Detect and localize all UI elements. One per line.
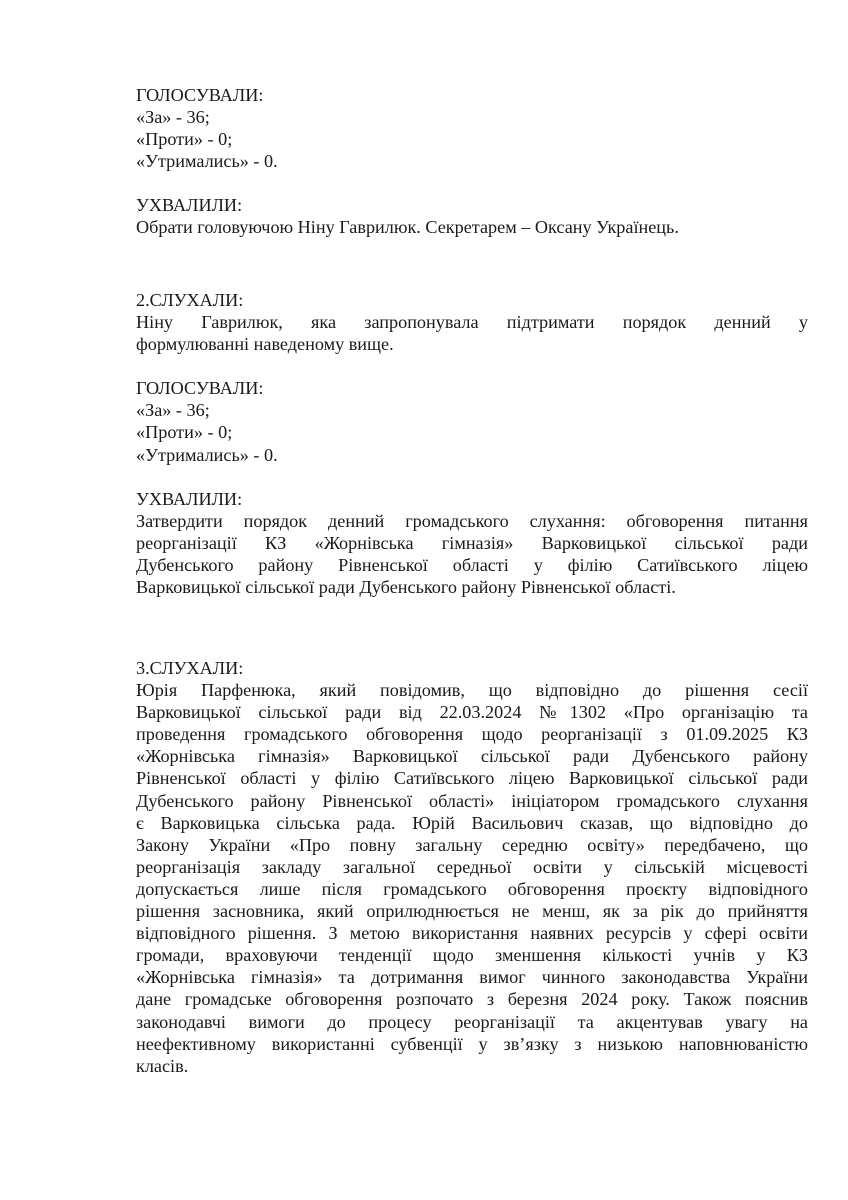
heard-line: формулюванні наведеному вище. [136,334,394,355]
heard-line: громади, враховуючи тенденції щодо зменшення кількості учнів у КЗ [136,945,808,966]
section-1 [136,84,808,239]
heard-line: «Жорнівська гімназія» Варковицької сільської ради Дубенського району [136,746,808,767]
heard-line: є Варковицька сільська рада. Юрій Васильович сказав, що відповідно до [136,812,808,833]
section-3 [136,657,808,1077]
heard-line: дане громадське обговорення розпочато з березня 2024 року. Також пояснив [136,989,808,1010]
vote-abstained: «Утримались» - 0. [136,444,278,465]
voting-heading: ГОЛОСУВАЛИ: [136,378,264,399]
heard-line: Ніну Гаврилюк, яка запропонувала підтримати порядок денний у [136,312,808,333]
resolved-line: реорганізації КЗ «Жорнівська гімназія» Варковицької сільської ради [136,532,808,553]
vote-for: «За» - 36; [136,400,210,421]
heard-line: Дубенського району Рівненської області» ініціатором громадського слухання [136,790,808,811]
resolved-line: Затвердити порядок денний громадського слухання: обговорення питання [136,510,808,531]
vote-against: «Проти» - 0; [136,422,233,443]
heard-line: реорганізація закладу загальної середньої освіти у сільській місцевості [136,856,808,877]
resolved-heading: УХВАЛИЛИ: [136,488,243,509]
resolved-line: Дубенського району Рівненської області у філію Сатиївського ліцею [136,554,808,575]
heard-line: Варковицької сільської ради від 22.03.2024 №1302 «Про організацію та [136,702,808,723]
resolved-text: Обрати головуючою Ніну Гаврилюк. Секретарем – Оксану Українець. [136,217,679,238]
heard-line: проведення громадського обговорення щодо реорганізації з 01.09.2025 КЗ [136,724,808,745]
heard-line: класів. [136,1055,189,1076]
resolved-line: Варковицької сільської ради Дубенського району Рівненської області. [136,577,676,598]
heard-heading: 3.СЛУХАЛИ: [136,658,244,678]
heard-line: Рівненської області у філію Сатиївського ліцею Варковицької сільської ради [136,768,808,789]
vote-abstained: «Утримались» - 0. [136,151,278,172]
section-2 [136,289,808,598]
heard-line: законодавчі вимоги до процесу реорганізації та акцентував увагу на [136,1011,808,1032]
vote-against: «Проти» - 0; [136,129,233,150]
heard-heading: 2.СЛУХАЛИ: [136,290,244,310]
heard-line: «Жорнівська гімназія» та дотримання вимог чинного законодавства України [136,967,808,988]
resolved-heading: УХВАЛИЛИ: [136,195,243,216]
heard-line: Юрія Парфенюка, який повідомив, що відповідно до рішення сесії [136,680,808,701]
heard-line: відповідного рішення. З метою використання наявних ресурсів у сфері освіти [136,923,808,944]
heard-line: допускається лише після громадського обговорення проєкту відповідного [136,878,808,899]
heard-line: рішення засновника, який оприлюднюється не менш, як за рік до прийняття [136,901,808,922]
heard-line: неефективному використанні субвенції у зв’язку з низькою наповнюваністю [136,1033,808,1054]
voting-heading: ГОЛОСУВАЛИ: [136,85,264,105]
heard-line: Закону України «Про повну загальну середню освіту» передбачено, що [136,834,808,855]
vote-for: «За» - 36; [136,107,210,128]
